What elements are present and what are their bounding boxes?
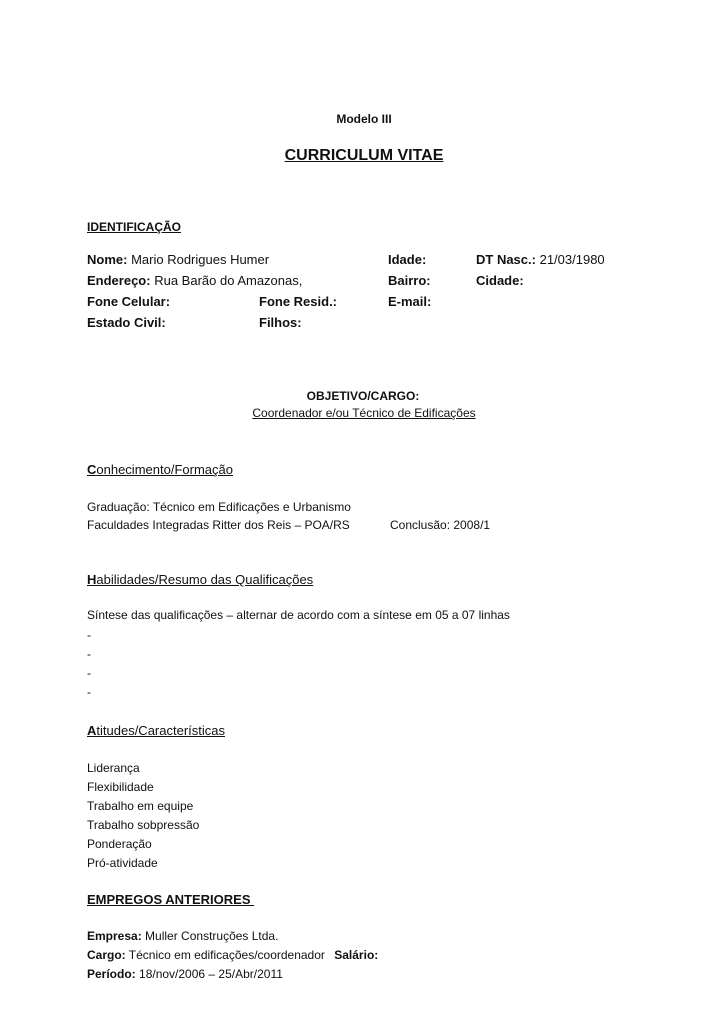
estadocivil-label: Estado Civil: [87, 315, 166, 330]
empresa-line [87, 929, 278, 943]
objetivo-heading: OBJETIVO/CARGO: [306, 389, 420, 403]
foneres-label: Fone Resid.: [259, 294, 338, 309]
habilidades-bullet: - [87, 647, 91, 661]
atitude-item: Liderança [87, 761, 140, 775]
formacao-heading-initial: C [87, 462, 97, 477]
page-title: CURRICULUM VITAE [284, 147, 444, 164]
periodo-label: Período: [87, 967, 136, 981]
empresa-value: Muller Construções Ltda. [145, 929, 279, 943]
cargo-line [87, 948, 378, 962]
email-label: E-mail: [388, 294, 432, 309]
periodo-value: 18/nov/2006 – 25/Abr/2011 [139, 967, 283, 981]
atitudes-heading [87, 723, 225, 738]
empregos-heading: EMPREGOS ANTERIORES [87, 892, 255, 907]
identificacao-heading: IDENTIFICAÇÃO [87, 220, 181, 234]
salario-label: Salário: [334, 948, 379, 962]
filhos-label: Filhos: [259, 315, 302, 330]
endereco-value: Rua Barão do Amazonas, [154, 273, 303, 288]
formacao-conclusao: Conclusão: 2008/1 [390, 518, 491, 532]
atitude-item: Trabalho sobpressão [87, 818, 200, 832]
atitudes-heading-initial: A [87, 723, 97, 738]
empresa-label: Empresa: [87, 929, 142, 943]
endereco-line [87, 273, 302, 288]
objetivo-value: Coordenador e/ou Técnico de Edificações [252, 406, 476, 420]
habilidades-heading-text: abilidades/Resumo das Qualificações [96, 572, 314, 587]
model-label: Modelo III [336, 112, 392, 126]
formacao-line1: Graduação: Técnico em Edificações e Urbanismo [87, 500, 351, 514]
atitudes-heading-text: titudes/Características [96, 723, 225, 738]
nome-value: Mario Rodrigues Humer [131, 252, 270, 267]
habilidades-bullet: - [87, 666, 91, 680]
habilidades-bullet: - [87, 685, 91, 699]
habilidades-heading [87, 572, 313, 587]
formacao-heading [87, 462, 233, 477]
cargo-label: Cargo: [87, 948, 126, 962]
formacao-line2: Faculdades Integradas Ritter dos Reis – POA/RS [87, 518, 350, 532]
idade-label: Idade: [388, 252, 427, 267]
formacao-heading-text: onhecimento/Formação [96, 462, 233, 477]
dtnasc-label: DT Nasc.: [476, 252, 536, 267]
habilidades-heading-initial: H [87, 572, 97, 587]
dtnasc-line [476, 252, 605, 267]
endereco-label: Endereço: [87, 273, 151, 288]
bairro-label: Bairro: [388, 273, 431, 288]
atitude-item: Pró-atividade [87, 856, 158, 870]
atitude-item: Ponderação [87, 837, 152, 851]
atitude-item: Trabalho em equipe [87, 799, 194, 813]
cargo-value: Técnico em edificações/coordenador [128, 948, 325, 962]
periodo-line [87, 967, 283, 981]
cidade-label: Cidade: [476, 273, 524, 288]
dtnasc-value: 21/03/1980 [539, 252, 605, 267]
atitude-item: Flexibilidade [87, 780, 154, 794]
nome-label: Nome: [87, 252, 128, 267]
habilidades-bullet: - [87, 628, 91, 642]
fonecel-label: Fone Celular: [87, 294, 171, 309]
habilidades-intro: Síntese das qualificações – alternar de acordo com a síntese em 05 a 07 linhas [87, 608, 510, 622]
nome-line [87, 252, 269, 267]
